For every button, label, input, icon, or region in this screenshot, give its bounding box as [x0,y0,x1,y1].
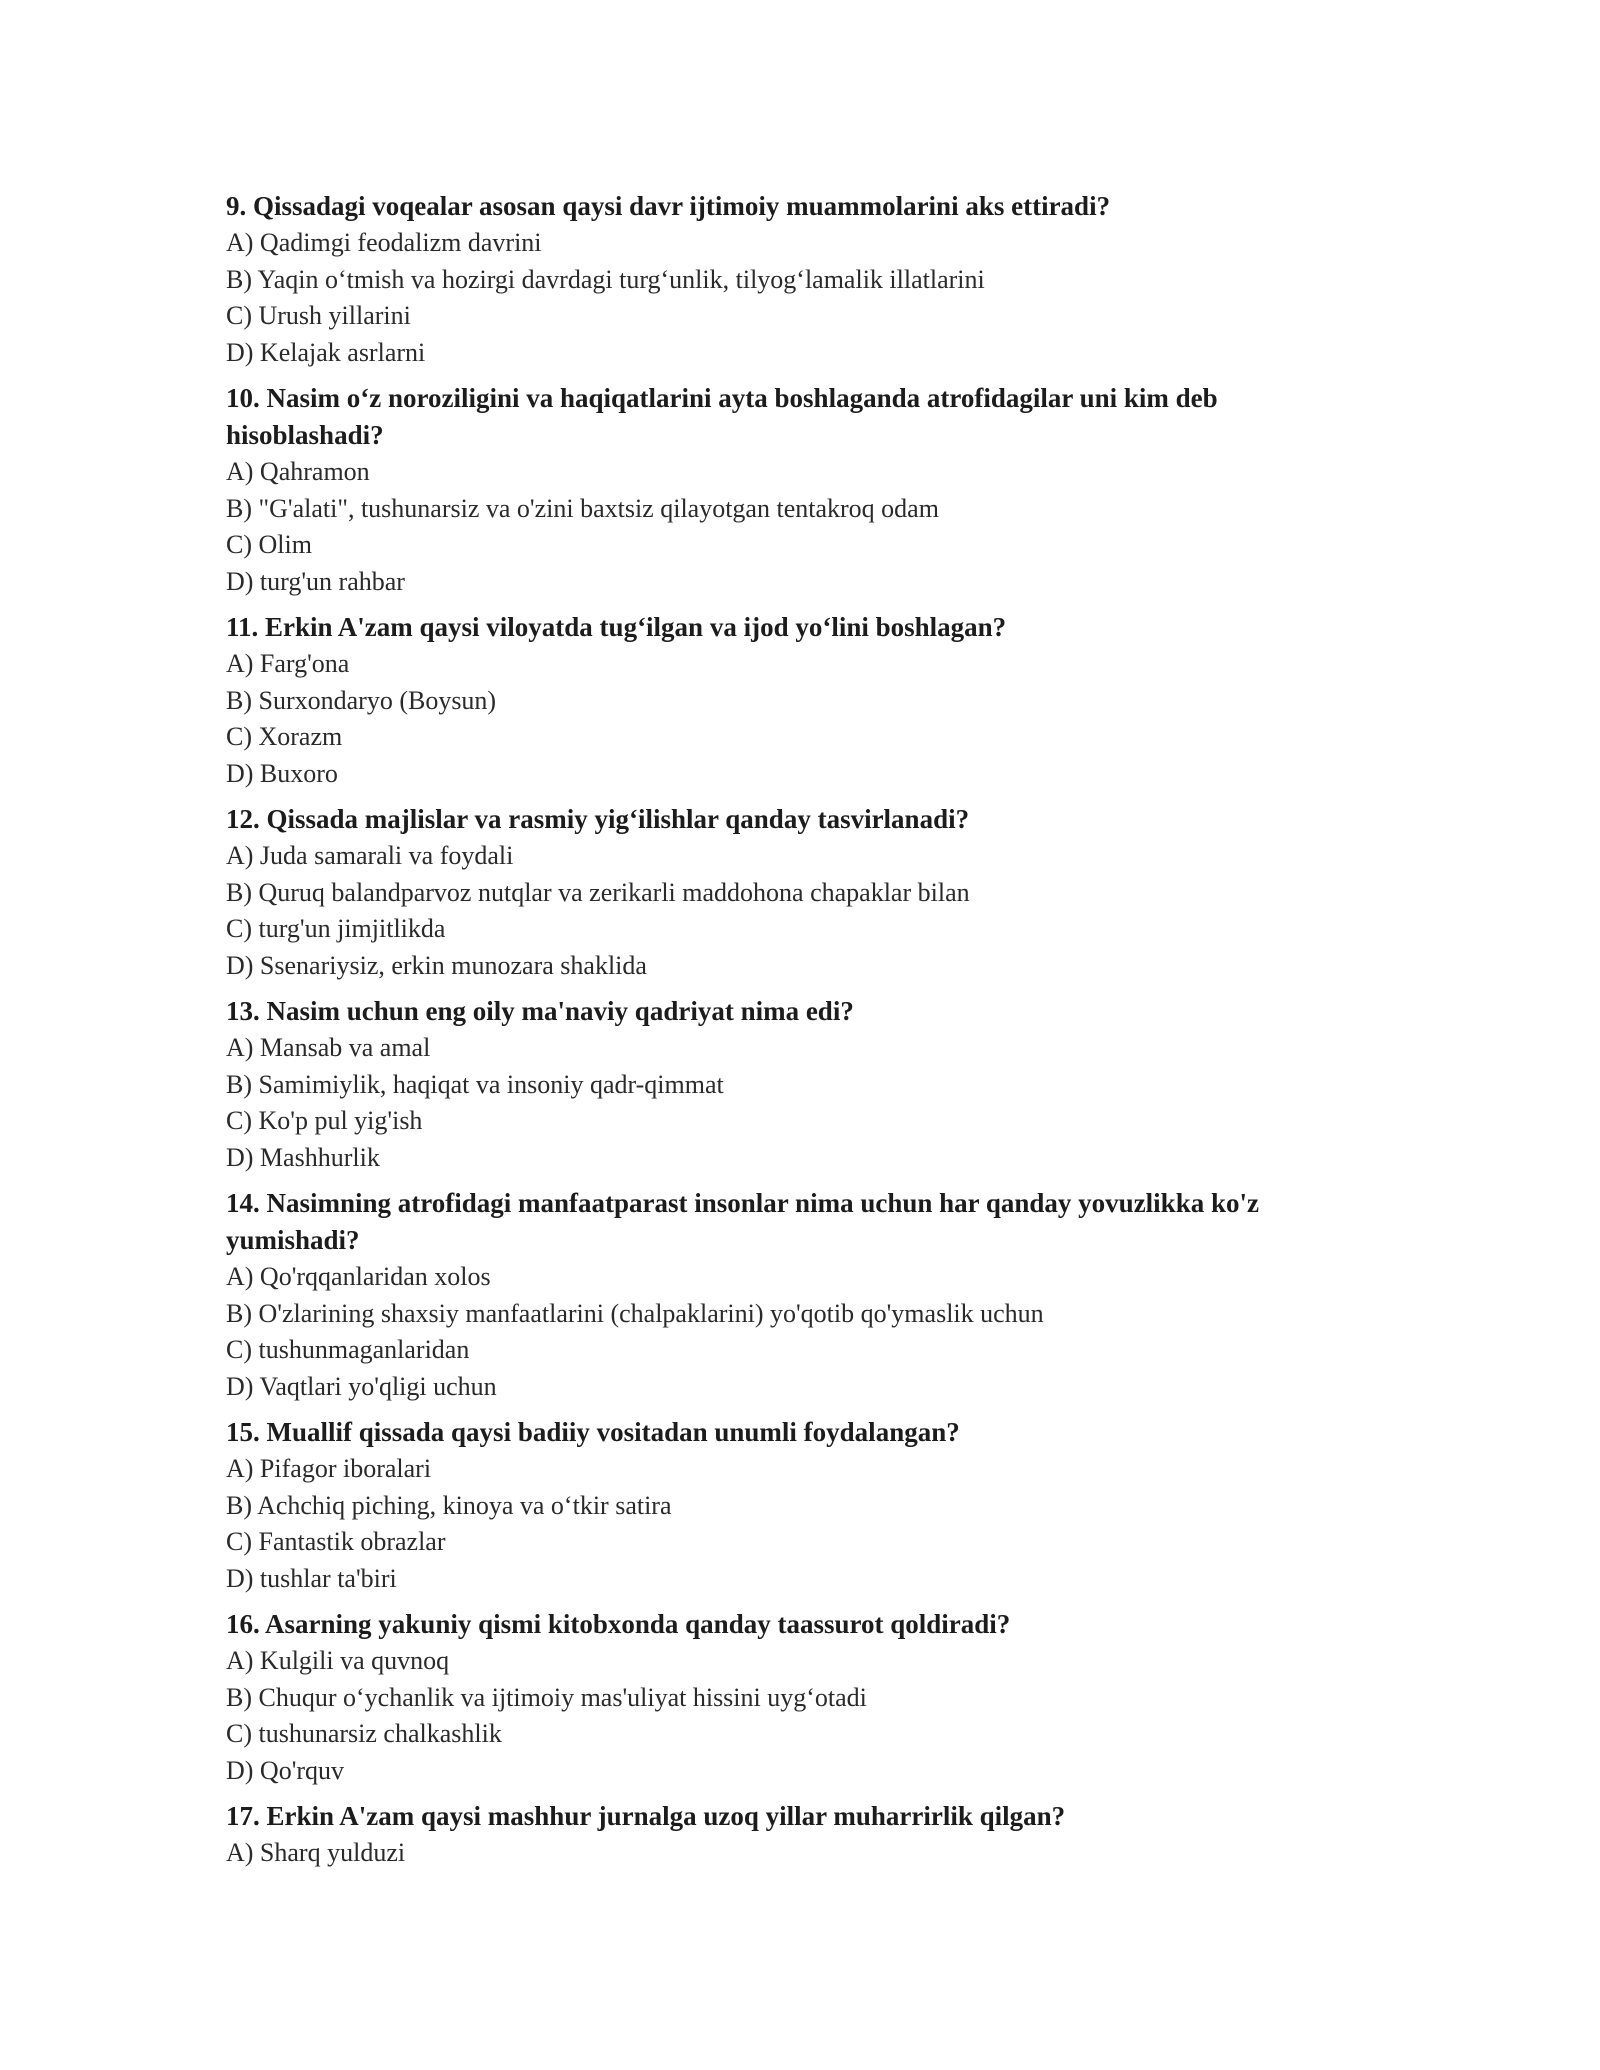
answer-option-d: D) turg'un rahbar [226,566,405,596]
answer-option-a: A) Qadimgi feodalizm davrini [226,228,542,257]
question-text: 15. Muallif qissada qaysi badiiy vositadan unumli foydalangan? [226,1417,960,1447]
answer-option-d: D) Vaqtlari yo'qligi uchun [226,1371,497,1401]
question-13 [226,993,1356,1176]
answer-option-d: D) Ssenariysiz, erkin munozara shaklida [226,950,647,980]
question-15 [226,1414,1356,1597]
answer-option-c: C) Xorazm [226,722,343,751]
answer-option-c: C) turg'un jimjitlikda [226,914,446,943]
answer-option-b: B) Achchiq piching, kinoya va o‘tkir satira [226,1490,672,1520]
question-text: 14. Nasimning atrofidagi manfaatparast insonlar nima uchun har qanday yovuzlikka ko'z yumishadi? [226,1188,1259,1255]
question-text: 13. Nasim uchun eng oily ma'naviy qadriyat nima edi? [226,996,854,1026]
answer-option-d: D) Kelajak asrlarni [226,337,426,367]
answer-option-b: B) Quruq balandparvoz nutqlar va zerikarli maddohona chapaklar bilan [226,877,970,907]
answer-option-a: A) Farg'ona [226,649,350,678]
question-text: 9. Qissadagi voqealar asosan qaysi davr ijtimoiy muammolarini aks ettiradi? [226,191,1111,221]
question-16 [226,1606,1356,1789]
question-text: 10. Nasim o‘z noroziligini va haqiqatlarini ayta boshlaganda atrofidagilar uni kim deb hisoblashadi? [226,383,1218,450]
answer-option-a: A) Juda samarali va foydali [226,841,514,870]
question-text: 16. Asarning yakuniy qismi kitobxonda qanday taassurot qoldiradi? [226,1609,1011,1639]
question-text: 17. Erkin A'zam qaysi mashhur jurnalga uzoq yillar muharrirlik qilgan? [226,1801,1066,1831]
answer-option-c: C) tushunmaganlaridan [226,1335,470,1364]
answer-option-c: C) Fantastik obrazlar [226,1527,446,1556]
answer-option-a: A) Qo'rqqanlaridan xolos [226,1262,491,1291]
question-11 [226,609,1356,792]
question-text: 12. Qissada majlislar va rasmiy yig‘ilishlar qanday tasvirlanadi? [226,804,970,834]
question-17 [226,1798,1356,1872]
question-text: 11. Erkin A'zam qaysi viloyatda tug‘ilgan va ijod yo‘lini boshlagan? [226,612,1007,642]
answer-option-b: B) Surxondaryo (Boysun) [226,685,497,715]
question-9 [226,188,1356,371]
answer-option-b: B) O'zlarining shaxsiy manfaatlarini (chalpaklarini) yo'qotib qo'ymaslik uchun [226,1298,1044,1328]
answer-option-b: B) Chuqur o‘ychanlik va ijtimoiy mas'uliyat hissini uyg‘otadi [226,1682,867,1712]
question-14 [226,1185,1356,1405]
answer-option-d: D) Buxoro [226,758,338,788]
answer-option-a: A) Mansab va amal [226,1033,431,1062]
answer-option-b: B) Samimiylik, haqiqat va insoniy qadr-qimmat [226,1069,724,1099]
answer-option-d: D) Qo'rquv [226,1755,345,1785]
document-page [226,188,1356,1881]
answer-option-a: A) Qahramon [226,457,370,486]
answer-option-c: C) tushunarsiz chalkashlik [226,1719,502,1748]
answer-option-d: D) tushlar ta'biri [226,1563,397,1593]
answer-option-b: B) Yaqin o‘tmish va hozirgi davrdagi turg‘unlik, tilyog‘lamalik illatlarini [226,264,985,294]
answer-option-a: A) Pifagor iboralari [226,1454,432,1483]
answer-option-c: C) Urush yillarini [226,301,411,330]
answer-option-c: C) Ko'p pul yig'ish [226,1106,423,1135]
answer-option-b: B) "G'alati", tushunarsiz va o'zini baxtsiz qilayotgan tentakroq odam [226,493,939,523]
answer-option-c: C) Olim [226,530,312,559]
answer-option-a: A) Sharq yulduzi [226,1838,406,1867]
question-10 [226,380,1356,600]
answer-option-a: A) Kulgili va quvnoq [226,1646,450,1675]
question-12 [226,801,1356,984]
answer-option-d: D) Mashhurlik [226,1142,380,1172]
